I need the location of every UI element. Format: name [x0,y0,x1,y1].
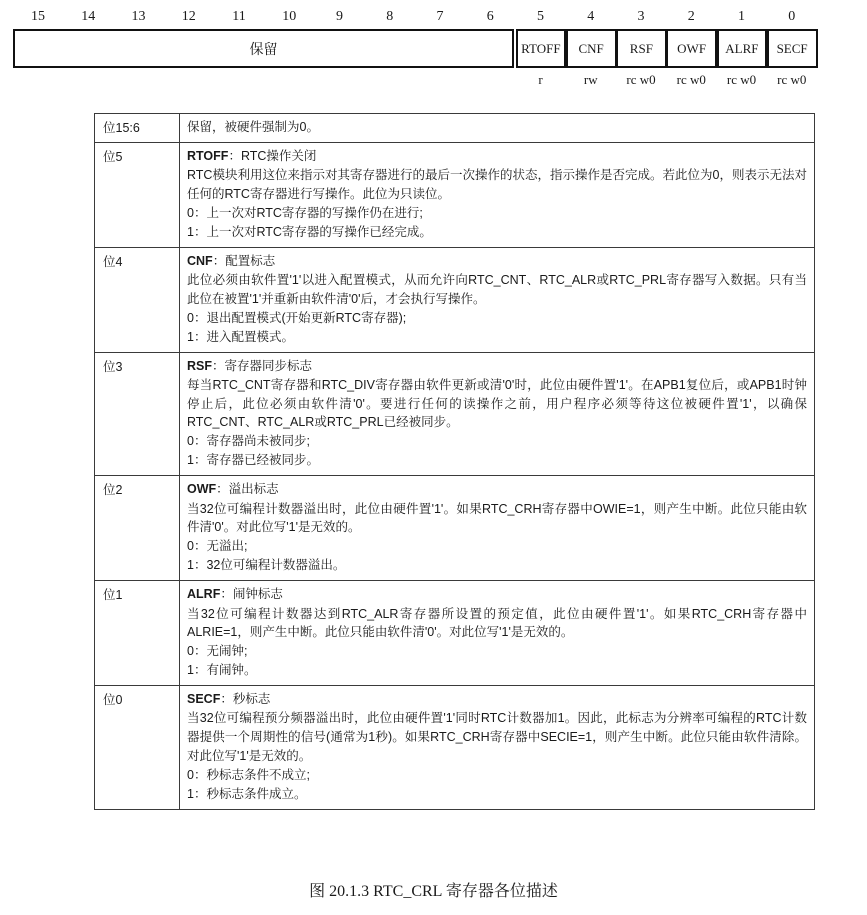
bit-field-body: 当32位可编程预分频器溢出时，此位由硬件置'1'同时RTC计数器加1。因此，此标志为分辨率可编程的RTC计数器提供一个周期性的信号(通常为1秒)。如果RTC_CRH寄存器中SECIE=1，则产生中断。此位只能由软件清除。对此位写'1'是无效的。 [187,711,807,763]
bit-index-13: 13 [131,9,146,24]
bit-access-alrf: rc w0 [726,72,757,87]
bit-value-item: 1：进入配置模式。 [187,329,294,344]
bit-index-15: 15 [31,9,45,24]
bit-index-2: 2 [687,9,695,24]
table-row [95,476,815,581]
bit-field-title [187,252,807,271]
table-row [95,114,815,143]
bit-range-cell: 位15:6 [95,114,180,143]
bit-range-cell: 位2 [95,476,180,581]
bit-value-item: 0：秒标志条件不成立; [187,767,310,782]
bit-field-title [187,147,807,166]
bit-index-3: 3 [637,9,645,24]
bit-index-12: 12 [181,9,196,24]
bit-field-body: 当32位可编程计数器达到RTC_ALR寄存器所设置的预定值，此位由硬件置'1'。如果RTC_CRH寄存器中ALRIE=1，则产生中断。此位只能由软件清'0'。对此位写'1'是无效的。 [187,606,807,640]
bit-index-11: 11 [232,9,246,24]
bit-field-title-text: ：闹钟标志 [220,587,283,602]
register-bitmap-diagram [0,0,867,96]
bit-range-cell: 位5 [95,142,180,247]
bit-field-title-text: ：秒标志 [220,691,271,706]
bit-box-rsf: RSF [616,29,667,68]
bit-value-item: 1：秒标志条件成立。 [187,786,307,801]
bit-field-title-text: ：配置标志 [212,253,276,268]
bit-field-body: 保留，被硬件强制为0。 [187,120,319,134]
bit-field-body: 当32位可编程计数器溢出时，此位由硬件置'1'。如果RTC_CRH寄存器中OWIE=1，则产生中断。此位只能由软件清'0'。对此位写'1'是无效的。 [187,501,807,535]
bit-range-cell: 位3 [95,352,180,476]
bit-value-list [187,642,807,680]
table-row [95,247,815,352]
bit-value-item: 1：寄存器已经被同步。 [187,453,319,468]
bit-description-cell [180,685,815,809]
bit-value-item: 0：上一次对RTC寄存器的写操作仍在进行; [187,205,423,220]
bit-field-symbol: CNF [187,253,213,268]
bit-box-row [13,29,817,68]
bit-index-7: 7 [436,9,444,24]
bit-field-body: RTC模块利用这位来指示对其寄存器进行的最后一次操作的状态，指示操作是否完成。若此位为0，则表示无法对任何的RTC寄存器进行写操作。此位为只读位。 [187,168,807,201]
bit-field-symbol: RSF [187,358,212,373]
bit-value-list [187,766,807,804]
bit-description-cell [180,352,815,476]
bit-box-alrf: ALRF [717,29,768,68]
bit-field-symbol: RTOFF [187,148,229,163]
bit-value-item: 1：32位可编程计数器溢出。 [187,558,346,573]
bit-box-reserved: 保留 [13,29,514,68]
bit-description-cell [180,476,815,581]
bit-field-symbol: SECF [187,691,221,706]
bit-index-14: 14 [81,9,96,24]
bit-field-title-text: ：溢出标志 [216,482,279,497]
bit-access-row [13,70,817,90]
bit-box-owf: OWF [666,29,717,68]
bit-field-body: 每当RTC_CNT寄存器和RTC_DIV寄存器由软件更新或清'0'时，此位由硬件置'1'。在APB1复位后，或APB1时钟停止后，此位必须由软件清'0'。要进行任何的读操作之前，用户程序必须等待这位被硬件置'1'，以确保RTC_CNT、RTC_ALR或RTC_PRL已经被同步。 [187,378,807,430]
bit-range-cell: 位1 [95,581,180,686]
bit-access-owf: rc w0 [676,72,706,87]
bit-value-item: 0：退出配置模式(开始更新RTC寄存器); [187,310,407,325]
bit-description-table-body [95,114,815,810]
bit-value-list [187,432,807,470]
table-row [95,352,815,476]
bit-index-1: 1 [738,9,745,24]
bit-access-rtoff: r [538,72,543,87]
bit-range-cell: 位0 [95,685,180,809]
bit-value-item: 1：有闹钟。 [187,662,257,677]
bit-index-9: 9 [336,9,343,24]
bit-range-cell: 位4 [95,247,180,352]
bit-field-symbol: OWF [187,482,217,497]
bit-value-item: 1：上一次对RTC寄存器的写操作已经完成。 [187,224,432,239]
bit-value-list [187,537,807,575]
bit-box-secf: SECF [767,29,818,68]
bit-field-symbol: ALRF [187,587,221,602]
bit-index-0: 0 [788,9,796,24]
bit-index-row [13,8,817,26]
bit-index-8: 8 [386,9,394,24]
bit-description-cell [180,142,815,247]
bit-field-title-text: ：RTC操作关闭 [228,148,317,163]
figure-caption: 图 20.1.3 RTC_CRL 寄存器各位描述 [309,883,558,900]
bit-field-title-text: ：寄存器同步标志 [212,358,313,373]
bit-access-secf: rc w0 [777,72,807,87]
bit-field-title [187,585,807,604]
bit-index-6: 6 [486,9,494,24]
bit-value-list [187,204,807,242]
bit-index-4: 4 [587,9,595,24]
bit-description-cell [180,247,815,352]
bit-access-rsf: rc w0 [626,72,656,87]
bit-field-title [187,690,807,709]
bit-box-cnf: CNF [566,29,617,68]
bit-value-list [187,309,807,347]
table-row [95,142,815,247]
bit-access-cnf: rw [583,72,598,87]
bit-value-item: 0：无溢出; [187,539,248,554]
table-row [95,581,815,686]
bit-description-cell [180,581,815,686]
bit-value-item: 0：无闹钟; [187,643,248,658]
bit-field-title [187,357,807,376]
bit-value-item: 0：寄存器尚未被同步; [187,434,310,449]
bit-description-table [94,113,815,810]
bit-index-5: 5 [537,9,544,24]
bit-field-body: 此位必须由软件置'1'以进入配置模式，从而允许向RTC_CNT、RTC_ALR或RTC_PRL寄存器写入数据。只有当此位在被置'1'并重新由软件清'0'后，才会执行写操作。 [187,273,807,306]
table-row [95,685,815,809]
bit-field-title [187,480,807,499]
bit-box-rtoff: RTOFF [516,29,567,68]
bit-description-cell [180,114,815,143]
bit-index-10: 10 [282,9,297,24]
